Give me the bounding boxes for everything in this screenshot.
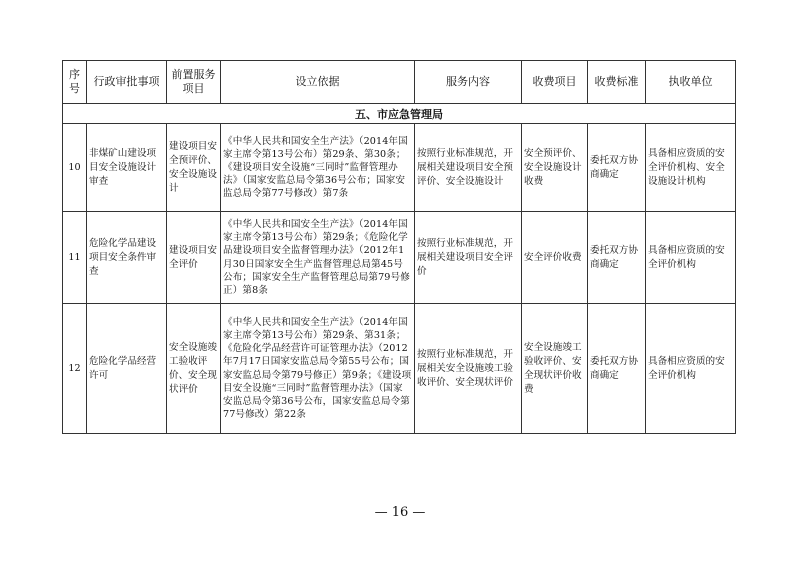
row-unit: 具备相应资质的安全评价机构 xyxy=(646,304,736,434)
table-row xyxy=(63,124,736,212)
row-unit: 具备相应资质的安全评价机构 xyxy=(646,212,736,304)
header-unit: 执收单位 xyxy=(646,61,736,104)
row-basis: 《中华人民共和国安全生产法》（2014年国家主席令第13号公布）第29条、第30条；《建设项目安全设施“三同时”监督管理办法》（国家安监总局令第36号公布；国家安监总局令第77号修改）第7条 xyxy=(221,124,415,212)
row-item: 非煤矿山建设项目安全设施设计审查 xyxy=(87,124,167,212)
row-no: 11 xyxy=(63,212,87,304)
header-no: 序号 xyxy=(63,61,87,104)
row-item: 危险化学品建设项目安全条件审查 xyxy=(87,212,167,304)
row-pre: 安全设施竣工验收评价、安全现状评价 xyxy=(167,304,221,434)
row-pre: 建设项目安全预评价、安全设施设计 xyxy=(167,124,221,212)
header-pre: 前置服务项目 xyxy=(167,61,221,104)
page-number: — 16 — xyxy=(374,505,426,520)
row-charge: 安全预评价、安全设施设计收费 xyxy=(522,124,588,212)
row-standard: 委托双方协商确定 xyxy=(588,212,646,304)
header-charge: 收费项目 xyxy=(522,61,588,104)
table-header-row xyxy=(63,61,736,104)
row-no: 10 xyxy=(63,124,87,212)
header-content: 服务内容 xyxy=(415,61,522,104)
row-standard: 委托双方协商确定 xyxy=(588,124,646,212)
row-content: 按照行业标准规范，开展相关安全设施竣工验收评价、安全现状评价 xyxy=(415,304,522,434)
row-pre: 建设项目安全评价 xyxy=(167,212,221,304)
row-no: 12 xyxy=(63,304,87,434)
approval-services-table xyxy=(62,60,736,434)
section-title: 五、市应急管理局 xyxy=(63,104,736,124)
header-item: 行政审批事项 xyxy=(87,61,167,104)
row-unit: 具备相应资质的安全评价机构、安全设施设计机构 xyxy=(646,124,736,212)
row-item: 危险化学品经营许可 xyxy=(87,304,167,434)
row-basis: 《中华人民共和国安全生产法》（2014年国家主席令第13号公布）第29条、第31条；《危险化学品经营许可证管理办法》（2012年7月17日国家安监总局令第55号公布；国家安监总局令第79号修正）第9条；《建设项目安全设施“三同时”监督管理办法》（国家安监总局令第36号公布，国家安监总局令第77号修改）第22条 xyxy=(221,304,415,434)
row-standard: 委托双方协商确定 xyxy=(588,304,646,434)
table-row xyxy=(63,304,736,434)
row-content: 按照行业标准规范，开展相关建设项目安全预评价、安全设施设计 xyxy=(415,124,522,212)
header-basis: 设立依据 xyxy=(221,61,415,104)
row-content: 按照行业标准规范，开展相关建设项目安全评价 xyxy=(415,212,522,304)
row-charge: 安全评价收费 xyxy=(522,212,588,304)
row-charge: 安全设施竣工验收评价、安全现状评价收费 xyxy=(522,304,588,434)
header-standard: 收费标准 xyxy=(588,61,646,104)
section-row xyxy=(63,104,736,124)
table-row xyxy=(63,212,736,304)
row-basis: 《中华人民共和国安全生产法》（2014年国家主席令第13号公布）第29条；《危险化学品建设项目安全监督管理办法》（2012年1月30日国家安全生产监督管理总局第45号公布；国家安全生产监督管理总局第79号修正）第8条 xyxy=(221,212,415,304)
